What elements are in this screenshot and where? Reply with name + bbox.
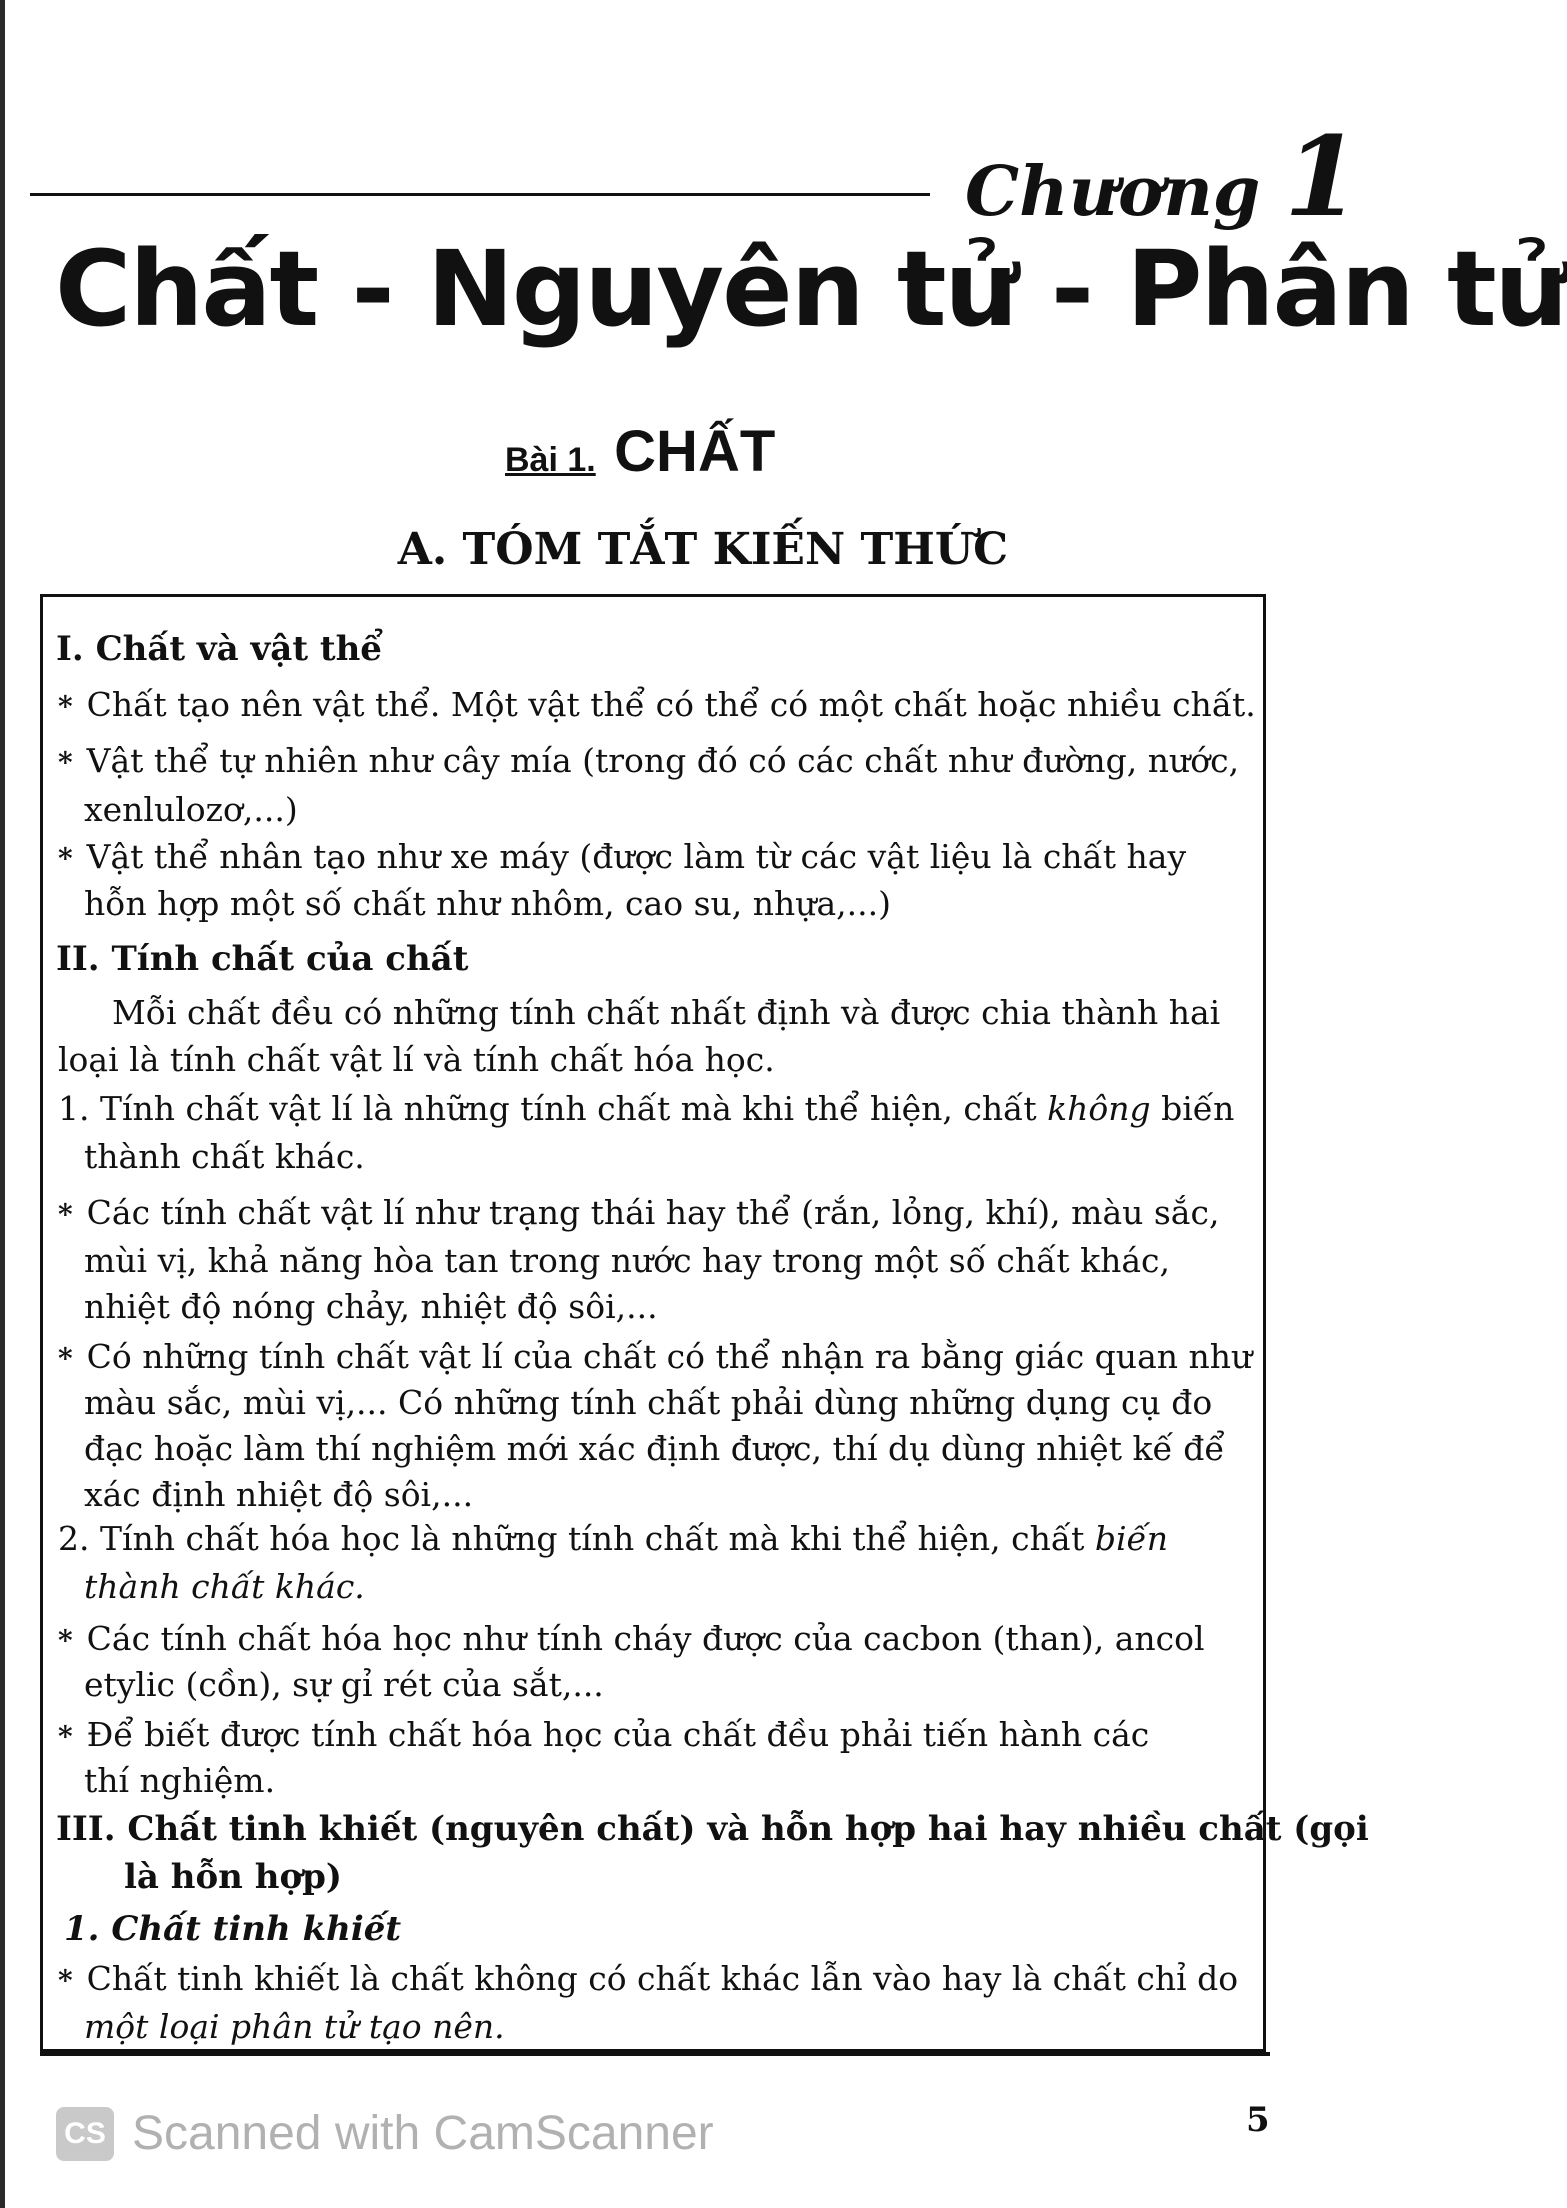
- bullet-continuation: xác định nhiệt độ sôi,...: [84, 1475, 474, 1514]
- section-title: A. TÓM TẮT KIẾN THỨC: [397, 524, 1009, 575]
- numbered-continuation: thành chất khác.: [84, 1137, 365, 1176]
- page-number: 5: [1246, 2100, 1270, 2140]
- lesson-heading: [505, 418, 775, 485]
- bullet-star: *: [58, 1720, 73, 1753]
- bullet-continuation: thí nghiệm.: [84, 1761, 276, 1800]
- numbered-line: 1. Tính chất vật lí là những tính chất mà khi thể hiện, chất không biến: [58, 1089, 1235, 1128]
- heading-2: II. Tính chất của chất: [56, 939, 469, 979]
- bullet-star: *: [58, 1342, 73, 1375]
- emphasis: không: [1047, 1089, 1151, 1128]
- bullet-star: *: [58, 842, 73, 875]
- chapter-number: 1: [1284, 112, 1361, 241]
- emphasis: biến: [1094, 1519, 1169, 1558]
- lesson-label: Bài 1.: [505, 441, 596, 479]
- bullet-line: * Vật thể tự nhiên như cây mía (trong đó có các chất như đường, nước,: [58, 741, 1240, 780]
- numbered-continuation: thành chất khác.: [84, 1567, 365, 1606]
- bullet-continuation: mùi vị, khả năng hòa tan trong nước hay trong một số chất khác,: [84, 1241, 1171, 1280]
- numbered-line: 2. Tính chất hóa học là những tính chất mà khi thể hiện, chất biến: [58, 1519, 1169, 1558]
- heading-3-continuation: là hỗn hợp): [124, 1857, 342, 1897]
- bullet-line: * Các tính chất vật lí như trạng thái hay thể (rắn, lỏng, khí), màu sắc,: [58, 1193, 1220, 1232]
- subheading: 1. Chất tinh khiết: [64, 1909, 402, 1949]
- bullet-star: *: [58, 1198, 73, 1231]
- bullet-line: * Các tính chất hóa học như tính cháy được của cacbon (than), ancol: [58, 1619, 1205, 1658]
- chapter-label: [965, 112, 1361, 241]
- bullet-line: * Có những tính chất vật lí của chất có thể nhận ra bằng giác quan như: [58, 1337, 1253, 1376]
- chapter-title: Chất - Nguyên tử - Phân tử: [55, 228, 1567, 350]
- chapter-rule: [30, 193, 930, 196]
- bullet-line: * Chất tinh khiết là chất không có chất khác lẫn vào hay là chất chỉ do: [58, 1959, 1239, 1998]
- bullet-continuation: xenlulozơ,...): [84, 790, 298, 829]
- lesson-name: CHẤT: [614, 419, 776, 484]
- bullet-line: * Để biết được tính chất hóa học của chất đều phải tiến hành các: [58, 1715, 1150, 1754]
- bullet-continuation: màu sắc, mùi vị,... Có những tính chất phải dùng những dụng cụ đo: [84, 1383, 1213, 1422]
- camscanner-logo-icon: CS: [56, 2107, 114, 2161]
- bullet-star: *: [58, 746, 73, 779]
- heading-3: III. Chất tinh khiết (nguyên chất) và hỗn hợp hai hay nhiều chất (gọi: [56, 1809, 1369, 1849]
- camscanner-watermark: [56, 2106, 714, 2161]
- bullet-line: * Chất tạo nên vật thể. Một vật thể có thể có một chất hoặc nhiều chất.: [58, 685, 1256, 724]
- bullet-continuation: etylic (cồn), sự gỉ rét của sắt,...: [84, 1665, 604, 1704]
- bullet-continuation: hỗn hợp một số chất như nhôm, cao su, nhựa,...): [84, 884, 892, 923]
- bullet-continuation: đạc hoặc làm thí nghiệm mới xác định được, thí dụ dùng nhiệt kế để: [84, 1429, 1225, 1468]
- bullet-star: *: [58, 1624, 73, 1657]
- paragraph-line: Mỗi chất đều có những tính chất nhất định và được chia thành hai: [112, 993, 1221, 1032]
- paragraph-line: loại là tính chất vật lí và tính chất hóa học.: [58, 1040, 775, 1079]
- bullet-continuation: một loại phân tử tạo nên.: [84, 2007, 505, 2046]
- chapter-word: Chương: [965, 152, 1261, 232]
- page-left-edge: [0, 0, 5, 2208]
- heading-1: I. Chất và vật thể: [56, 629, 382, 669]
- bullet-continuation: nhiệt độ nóng chảy, nhiệt độ sôi,...: [84, 1287, 658, 1326]
- summary-box-shadow: [40, 2052, 1270, 2056]
- bullet-star: *: [58, 1964, 73, 1997]
- camscanner-text: Scanned with CamScanner: [132, 2107, 714, 2160]
- bullet-star: *: [58, 690, 73, 723]
- bullet-line: * Vật thể nhân tạo như xe máy (được làm từ các vật liệu là chất hay: [58, 837, 1187, 876]
